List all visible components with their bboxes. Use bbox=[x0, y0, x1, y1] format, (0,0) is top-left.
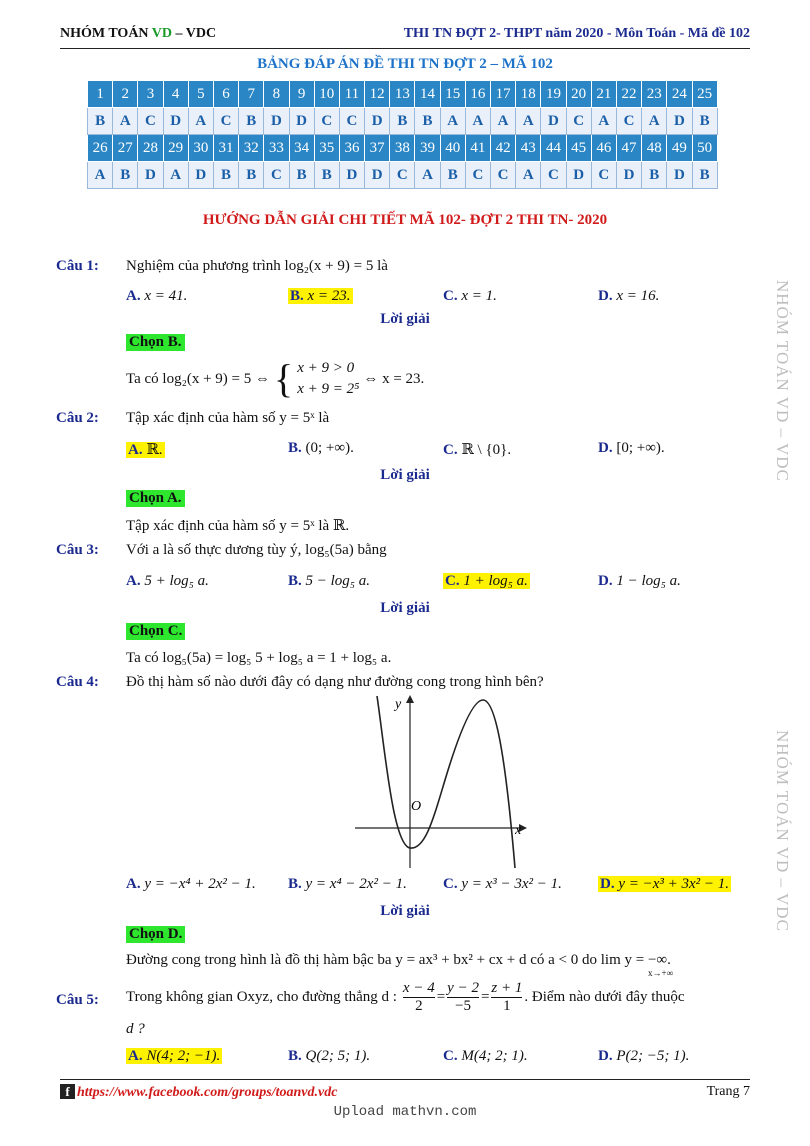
answer-letter: C bbox=[566, 108, 591, 135]
answer-number: 4 bbox=[163, 81, 188, 108]
answer-number: 47 bbox=[616, 135, 641, 162]
q5-option-d: D. P(2; −5; 1). bbox=[598, 1048, 690, 1064]
q5-frac-x: $\frac{x - 4}{2}$ bbox=[402, 980, 435, 1014]
answer-number: 30 bbox=[188, 135, 213, 162]
header-group-name: NHÓM TOÁN bbox=[60, 26, 152, 41]
answer-number: 2 bbox=[113, 81, 138, 108]
answer-letter: B bbox=[692, 162, 717, 189]
answer-row-numbers-1 bbox=[88, 81, 718, 108]
answer-letter: D bbox=[667, 108, 692, 135]
answer-letter: B bbox=[440, 162, 465, 189]
q2-solution: Tập xác định của hàm số y = 5ˣ là ℝ. bbox=[126, 518, 350, 534]
q5-stem-end: d ? bbox=[126, 1021, 145, 1037]
answer-number: 32 bbox=[239, 135, 264, 162]
answer-letter: D bbox=[138, 162, 163, 189]
answer-letter: D bbox=[365, 162, 390, 189]
answer-number: 9 bbox=[289, 81, 314, 108]
q2-option-c: C. ℝ \ {0}. bbox=[443, 442, 512, 458]
answer-number: 12 bbox=[365, 81, 390, 108]
q5-option-b: B. Q(2; 5; 1). bbox=[288, 1048, 371, 1064]
answer-letter: C bbox=[138, 108, 163, 135]
q3-option-d: D. 1 − log₅ a. bbox=[598, 573, 681, 589]
answer-number: 27 bbox=[113, 135, 138, 162]
brace-icon: { bbox=[274, 356, 294, 401]
answer-letter: A bbox=[163, 162, 188, 189]
answer-number: 26 bbox=[88, 135, 113, 162]
answer-letter: D bbox=[616, 162, 641, 189]
q1-option-c: C. x = 1. bbox=[443, 288, 497, 304]
q5-frac-z: $\frac{z + 1}{1}$ bbox=[491, 980, 523, 1014]
q3-stem: Với a là số thực dương tùy ý, log₅(5a) bằng bbox=[126, 542, 387, 558]
answer-letter: C bbox=[465, 162, 490, 189]
q2-option-a: A. ℝ. bbox=[128, 442, 163, 458]
page-number: Trang 7 bbox=[706, 1084, 750, 1099]
answer-letter: D bbox=[289, 108, 314, 135]
answer-number: 19 bbox=[541, 81, 566, 108]
answer-letter: D bbox=[264, 108, 289, 135]
q5-stem: Trong không gian Oxyz, cho đường thẳng d : $\frac{x - 4}{2}$ = $\frac{y - 2}{-5}$ = $\frac{z + 1}{1}$ . Điểm nào dưới đây thuộc bbox=[126, 980, 685, 1014]
answer-number: 14 bbox=[415, 81, 440, 108]
answer-number: 8 bbox=[264, 81, 289, 108]
q3-option-a: A. 5 + log₅ a. bbox=[126, 573, 209, 589]
answer-number: 40 bbox=[440, 135, 465, 162]
q3-label: Câu 3: bbox=[56, 542, 99, 558]
answer-table-title: BẢNG ĐÁP ÁN ĐỀ THI TN ĐỢT 2 – MÃ 102 bbox=[257, 56, 553, 72]
answer-number: 44 bbox=[541, 135, 566, 162]
answer-letter: B bbox=[88, 108, 113, 135]
answer-letter: C bbox=[264, 162, 289, 189]
q4-choose: Chọn D. bbox=[126, 926, 185, 943]
q2-label: Câu 2: bbox=[56, 410, 99, 426]
q4-graph bbox=[355, 690, 540, 870]
y-axis-arrow-icon bbox=[406, 695, 414, 703]
answer-number: 7 bbox=[239, 81, 264, 108]
answer-letter: B bbox=[314, 162, 339, 189]
q1-option-a: A. x = 41. bbox=[126, 288, 188, 304]
answer-letter: D bbox=[667, 162, 692, 189]
answer-letter: D bbox=[541, 108, 566, 135]
answer-number: 42 bbox=[491, 135, 516, 162]
q1-solution bbox=[126, 356, 424, 402]
answer-number: 36 bbox=[339, 135, 364, 162]
answer-number: 6 bbox=[213, 81, 238, 108]
answer-number: 11 bbox=[339, 81, 364, 108]
answer-letter: C bbox=[390, 162, 415, 189]
q4-lim-subscript: x→+∞ bbox=[648, 968, 673, 978]
answer-table bbox=[87, 80, 718, 189]
answer-letter: B bbox=[113, 162, 138, 189]
answer-number: 23 bbox=[642, 81, 667, 108]
answer-letter: C bbox=[314, 108, 339, 135]
answer-number: 45 bbox=[566, 135, 591, 162]
facebook-icon: f bbox=[60, 1084, 75, 1099]
q1-option-d: D. x = 16. bbox=[598, 288, 660, 304]
footer-link-text[interactable]: https://www.facebook.com/groups/toanvd.vdc bbox=[77, 1085, 338, 1100]
watermark-top: NHÓM TOÁN VD – VDC bbox=[773, 280, 792, 482]
answer-letter: D bbox=[365, 108, 390, 135]
q3-solution-label: Lời giải bbox=[380, 600, 430, 616]
q1-sol-post: ⇔ x = 23. bbox=[363, 370, 425, 387]
q5-option-c: C. M(4; 2; 1). bbox=[443, 1048, 528, 1064]
x-axis-label: x bbox=[515, 823, 522, 838]
answer-number: 10 bbox=[314, 81, 339, 108]
answer-number: 20 bbox=[566, 81, 591, 108]
answer-number: 34 bbox=[289, 135, 314, 162]
answer-number: 29 bbox=[163, 135, 188, 162]
q2-choose: Chọn A. bbox=[126, 490, 185, 507]
header-divider bbox=[60, 48, 750, 49]
answer-number: 50 bbox=[692, 135, 717, 162]
cubic-curve bbox=[377, 696, 515, 868]
header-left bbox=[60, 26, 216, 42]
answer-number: 37 bbox=[365, 135, 390, 162]
q5-frac-y: $\frac{y - 2}{-5}$ bbox=[447, 980, 479, 1014]
answer-letter: A bbox=[642, 108, 667, 135]
q4-solution-label: Lời giải bbox=[380, 903, 430, 919]
answer-number: 18 bbox=[516, 81, 541, 108]
q3-solution: Ta có log₅(5a) = log₅ 5 + log₅ a = 1 + log₅ a. bbox=[126, 650, 392, 666]
answer-letter: B bbox=[213, 162, 238, 189]
answer-letter: B bbox=[642, 162, 667, 189]
answer-number: 3 bbox=[138, 81, 163, 108]
page-header bbox=[60, 26, 750, 46]
q1-system: x + 9 > 0 x + 9 = 2⁵ bbox=[297, 360, 360, 397]
section-title: HƯỚNG DẪN GIẢI CHI TIẾT MÃ 102- ĐỢT 2 THI TN- 2020 bbox=[202, 212, 608, 228]
answer-letter: C bbox=[616, 108, 641, 135]
q1-label: Câu 1: bbox=[56, 258, 99, 274]
q3-choose: Chọn C. bbox=[126, 623, 185, 640]
answer-letter: B bbox=[289, 162, 314, 189]
header-vdc: – VDC bbox=[172, 26, 217, 41]
answer-number: 21 bbox=[591, 81, 616, 108]
answer-letter: C bbox=[591, 162, 616, 189]
q1-solution-label: Lời giải bbox=[380, 311, 430, 327]
answer-letter: D bbox=[188, 162, 213, 189]
answer-letter: A bbox=[516, 108, 541, 135]
q4-label: Câu 4: bbox=[56, 674, 99, 690]
answer-number: 33 bbox=[264, 135, 289, 162]
q2-option-d: D. [0; +∞). bbox=[598, 440, 665, 456]
q1-choose: Chọn B. bbox=[126, 334, 185, 351]
answer-letter: C bbox=[491, 162, 516, 189]
answer-number: 49 bbox=[667, 135, 692, 162]
answer-number: 17 bbox=[491, 81, 516, 108]
answer-number: 35 bbox=[314, 135, 339, 162]
answer-number: 46 bbox=[591, 135, 616, 162]
answer-letter: D bbox=[163, 108, 188, 135]
answer-row-numbers-2 bbox=[88, 135, 718, 162]
answer-letter: B bbox=[415, 108, 440, 135]
footer-divider bbox=[60, 1079, 750, 1080]
q4-stem: Đồ thị hàm số nào dưới đây có dạng như đường cong trong hình bên? bbox=[126, 674, 544, 690]
answer-letter: B bbox=[239, 162, 264, 189]
header-right: THI TN ĐỢT 2- THPT năm 2020 - Môn Toán - Mã đề 102 bbox=[403, 26, 750, 41]
q1-stem: Nghiệm của phương trình log₂(x + 9) = 5 là bbox=[126, 258, 388, 274]
answer-row-letters-2 bbox=[88, 162, 718, 189]
answer-number: 24 bbox=[667, 81, 692, 108]
watermark-bottom: NHÓM TOÁN VD – VDC bbox=[773, 730, 792, 932]
answer-number: 5 bbox=[188, 81, 213, 108]
answer-number: 31 bbox=[213, 135, 238, 162]
q4-option-a: A. y = −x⁴ + 2x² − 1. bbox=[126, 876, 256, 892]
origin-label: O bbox=[411, 799, 422, 814]
answer-row-letters-1 bbox=[88, 108, 718, 135]
answer-number: 13 bbox=[390, 81, 415, 108]
answer-letter: A bbox=[516, 162, 541, 189]
q3-option-b: B. 5 − log₅ a. bbox=[288, 573, 371, 589]
answer-letter: C bbox=[339, 108, 364, 135]
answer-letter: B bbox=[692, 108, 717, 135]
header-vd: VD bbox=[151, 26, 173, 41]
q4-option-b: B. y = x⁴ − 2x² − 1. bbox=[288, 876, 407, 892]
answer-letter: A bbox=[465, 108, 490, 135]
q3-option-c: C. 1 + log₅ a. bbox=[445, 573, 528, 589]
answer-number: 16 bbox=[465, 81, 490, 108]
answer-number: 43 bbox=[516, 135, 541, 162]
answer-number: 15 bbox=[440, 81, 465, 108]
answer-number: 48 bbox=[642, 135, 667, 162]
answer-number: 25 bbox=[692, 81, 717, 108]
q2-option-b: B. (0; +∞). bbox=[288, 440, 354, 456]
y-axis-label: y bbox=[395, 697, 402, 712]
answer-letter: B bbox=[390, 108, 415, 135]
q2-stem: Tập xác định của hàm số y = 5ˣ là bbox=[126, 410, 330, 426]
q4-solution: Đường cong trong hình là đồ thị hàm bậc ba y = ax³ + bx² + cx + d có a < 0 do lim y = −∞. x→+∞ bbox=[126, 952, 673, 978]
answer-letter: A bbox=[415, 162, 440, 189]
answer-number: 22 bbox=[616, 81, 641, 108]
answer-letter: A bbox=[113, 108, 138, 135]
answer-letter: A bbox=[491, 108, 516, 135]
answer-letter: C bbox=[213, 108, 238, 135]
answer-letter: D bbox=[566, 162, 591, 189]
answer-letter: D bbox=[339, 162, 364, 189]
q5-option-a: A. N(4; 2; −1). bbox=[128, 1048, 221, 1064]
answer-letter: C bbox=[541, 162, 566, 189]
answer-letter: B bbox=[239, 108, 264, 135]
answer-number: 28 bbox=[138, 135, 163, 162]
upload-note: Upload mathvn.com bbox=[333, 1104, 477, 1120]
answer-number: 1 bbox=[88, 81, 113, 108]
answer-letter: A bbox=[88, 162, 113, 189]
footer-link[interactable] bbox=[60, 1084, 337, 1101]
q2-solution-label: Lời giải bbox=[380, 467, 430, 483]
answer-number: 41 bbox=[465, 135, 490, 162]
answer-number: 39 bbox=[415, 135, 440, 162]
q4-option-d: D. y = −x³ + 3x² − 1. bbox=[600, 876, 730, 892]
q1-option-b: B. x = 23. bbox=[290, 288, 351, 304]
answer-letter: A bbox=[188, 108, 213, 135]
q4-option-c: C. y = x³ − 3x² − 1. bbox=[443, 876, 562, 892]
answer-letter: A bbox=[440, 108, 465, 135]
q5-label: Câu 5: bbox=[56, 992, 99, 1008]
answer-letter: A bbox=[591, 108, 616, 135]
answer-number: 38 bbox=[390, 135, 415, 162]
q1-sol-pre: Ta có log₂(x + 9) = 5 ⇔ bbox=[126, 370, 270, 387]
